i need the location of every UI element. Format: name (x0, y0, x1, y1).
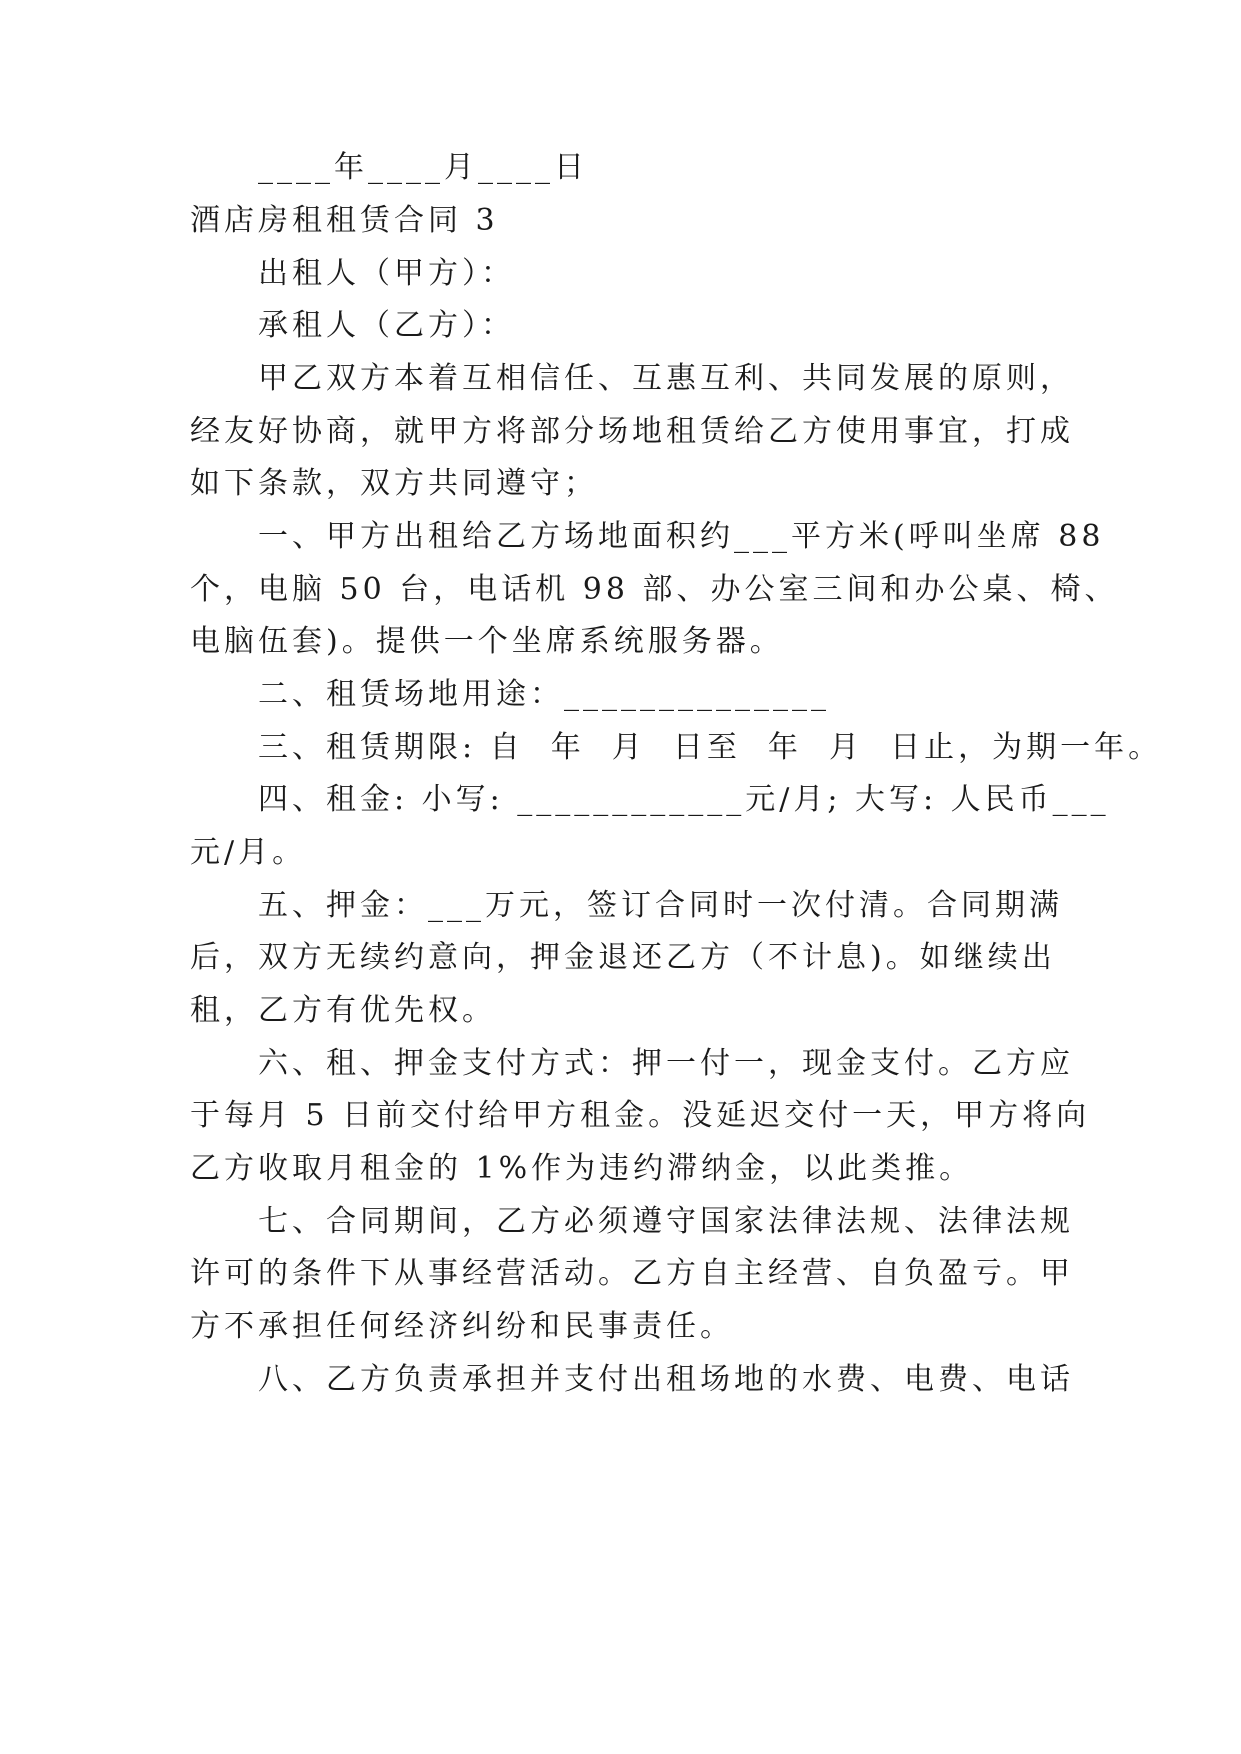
clause-5-line-2: 后，双方无续约意向，押金退还乙方（不计息)。如继续出 (190, 940, 1056, 975)
clause-1-line-1: 一、甲方出租给乙方场地面积约___平方米(呼叫坐席 88 (258, 519, 1105, 554)
clause-7-line-2: 许可的条件下从事经营活动。乙方自主经营、自负盈亏。甲 (190, 1256, 1074, 1291)
lessor-line: 出租人（甲方）： (258, 256, 515, 291)
clause-6-line-2: 于每月 5 日前交付给甲方租金。没延迟交付一天，甲方将向 (190, 1098, 1091, 1133)
clause-5-line-1: 五、押金：___万元，签订合同时一次付清。合同期满 (258, 888, 1063, 923)
clause-1-line-3: 电脑伍套)。提供一个坐席系统服务器。 (190, 624, 784, 659)
preamble-line-2: 经友好协商，就甲方将部分场地租赁给乙方使用事宜，打成 (190, 414, 1074, 449)
clause-3-line-1: 三、租赁期限: 自 年 月 日至 年 月 日止，为期一年。 (258, 730, 1163, 765)
clause-6-line-3: 乙方收取月租金的 1%作为违约滞纳金，以此类推。 (190, 1151, 974, 1186)
clause-2-line-1: 二、租赁场地用途：______________ (258, 677, 830, 712)
clause-7-line-3: 方不承担任何经济纠纷和民事责任。 (190, 1309, 734, 1344)
contract-title: 酒店房租租赁合同 3 (190, 203, 499, 238)
clause-4-line-1: 四、租金: 小写: ____________元/月; 大写: 人民币___ (258, 782, 1110, 817)
clause-1-line-2: 个，电脑 50 台，电话机 98 部、办公室三间和办公桌、椅、 (190, 572, 1119, 607)
clause-6-line-1: 六、租、押金支付方式：押一付一，现金支付。乙方应 (258, 1046, 1074, 1081)
clause-8-line-1: 八、乙方负责承担并支付出租场地的水费、电费、电话 (258, 1362, 1074, 1397)
lessee-line: 承租人（乙方）： (258, 308, 515, 343)
clause-7-line-1: 七、合同期间，乙方必须遵守国家法律法规、法律法规 (258, 1204, 1074, 1239)
date-line: ____年____月____日 (258, 150, 588, 185)
clause-5-line-3: 租，乙方有优先权。 (190, 993, 496, 1028)
preamble-line-1: 甲乙双方本着互相信任、互惠互利、共同发展的原则， (258, 361, 1074, 396)
clause-4-line-2: 元/月。 (190, 835, 307, 870)
preamble-line-3: 如下条款，双方共同遵守； (190, 466, 598, 501)
